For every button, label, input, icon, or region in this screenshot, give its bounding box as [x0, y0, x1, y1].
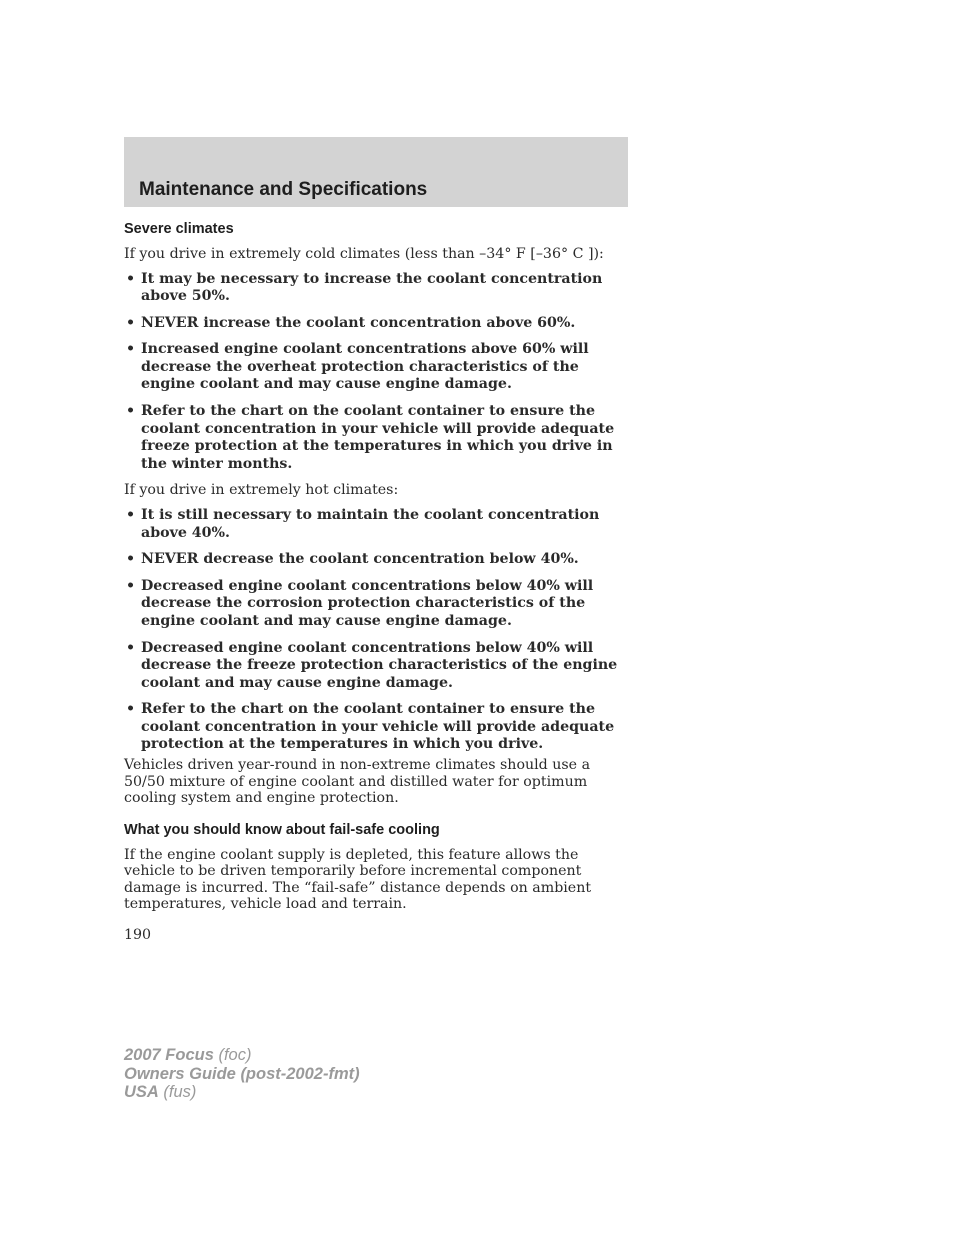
bullet-icon: •: [126, 701, 136, 718]
severe-climates-heading: Severe climates: [124, 221, 234, 237]
list-item: • NEVER increase the coolant concentration above 60%.: [126, 314, 576, 331]
bullet-icon: •: [126, 403, 136, 420]
fail-safe-cooling-heading: What you should know about fail-safe cooling: [124, 821, 440, 838]
list-item: • Refer to the chart on the coolant container to ensure the coolant concentration in your vehicle will provide adequate freeze protection at the temperatures in which you drive in the winter months.: [126, 403, 615, 472]
fail-safe-paragraph: If the engine coolant supply is depleted, this feature allows the vehicle to be driven temporarily before incremental component damage is incurred. The “fail-safe” distance depends on ambient temperatures, vehicle load and terrain.: [124, 846, 592, 913]
hot-climate-bullet-list: [124, 507, 630, 754]
list-item: • It may be necessary to increase the coolant concentration above 50%.: [126, 270, 603, 305]
bullet-icon: •: [126, 314, 136, 331]
bullet-icon: •: [126, 506, 136, 523]
cold-climates-intro: If you drive in extremely cold climates (less than –34° F [–36° C ]):: [124, 246, 604, 262]
bullet-icon: •: [126, 551, 136, 568]
page-number: 190: [124, 926, 152, 943]
list-item: • Decreased engine coolant concentrations below 40% will decrease the freeze protection characteristics of the engine coolant and may cause engine damage.: [126, 639, 618, 691]
footer-line-2: Owners Guide (post-2002-fmt): [124, 1064, 360, 1083]
bullet-icon: •: [126, 341, 136, 358]
section-header-band: [124, 137, 628, 207]
cold-climate-bullet-list: [124, 271, 630, 474]
footer-line-1: 2007 Focus (foc): [124, 1046, 252, 1064]
document-footer: [124, 1046, 360, 1102]
footer-line-3: USA (fus): [124, 1083, 197, 1101]
list-item: • Decreased engine coolant concentrations below 40% will decrease the corrosion protection characteristics of the engine coolant and may cause engine damage.: [126, 577, 594, 629]
list-item: • NEVER decrease the coolant concentration below 40%.: [126, 551, 579, 568]
page-content: [124, 220, 630, 943]
bullet-icon: •: [126, 639, 136, 656]
list-item: • Increased engine coolant concentrations above 60% will decrease the overheat protection characteristics of the engine coolant and may cause engine damage.: [126, 341, 589, 393]
bullet-icon: •: [126, 577, 136, 594]
hot-climates-intro: If you drive in extremely hot climates:: [124, 482, 399, 499]
list-item: • Refer to the chart on the coolant container to ensure the coolant concentration in your vehicle will provide adequate protection at the temperatures in which you drive.: [126, 701, 615, 753]
section-title: Maintenance and Specifications: [139, 179, 428, 200]
bullet-icon: •: [126, 270, 136, 287]
list-item: • It is still necessary to maintain the coolant concentration above 40%.: [126, 506, 600, 541]
year-round-paragraph: Vehicles driven year-round in non-extreme climates should use a 50/50 mixture of engine coolant and distilled water for optimum cooling system and engine protection.: [124, 757, 591, 807]
